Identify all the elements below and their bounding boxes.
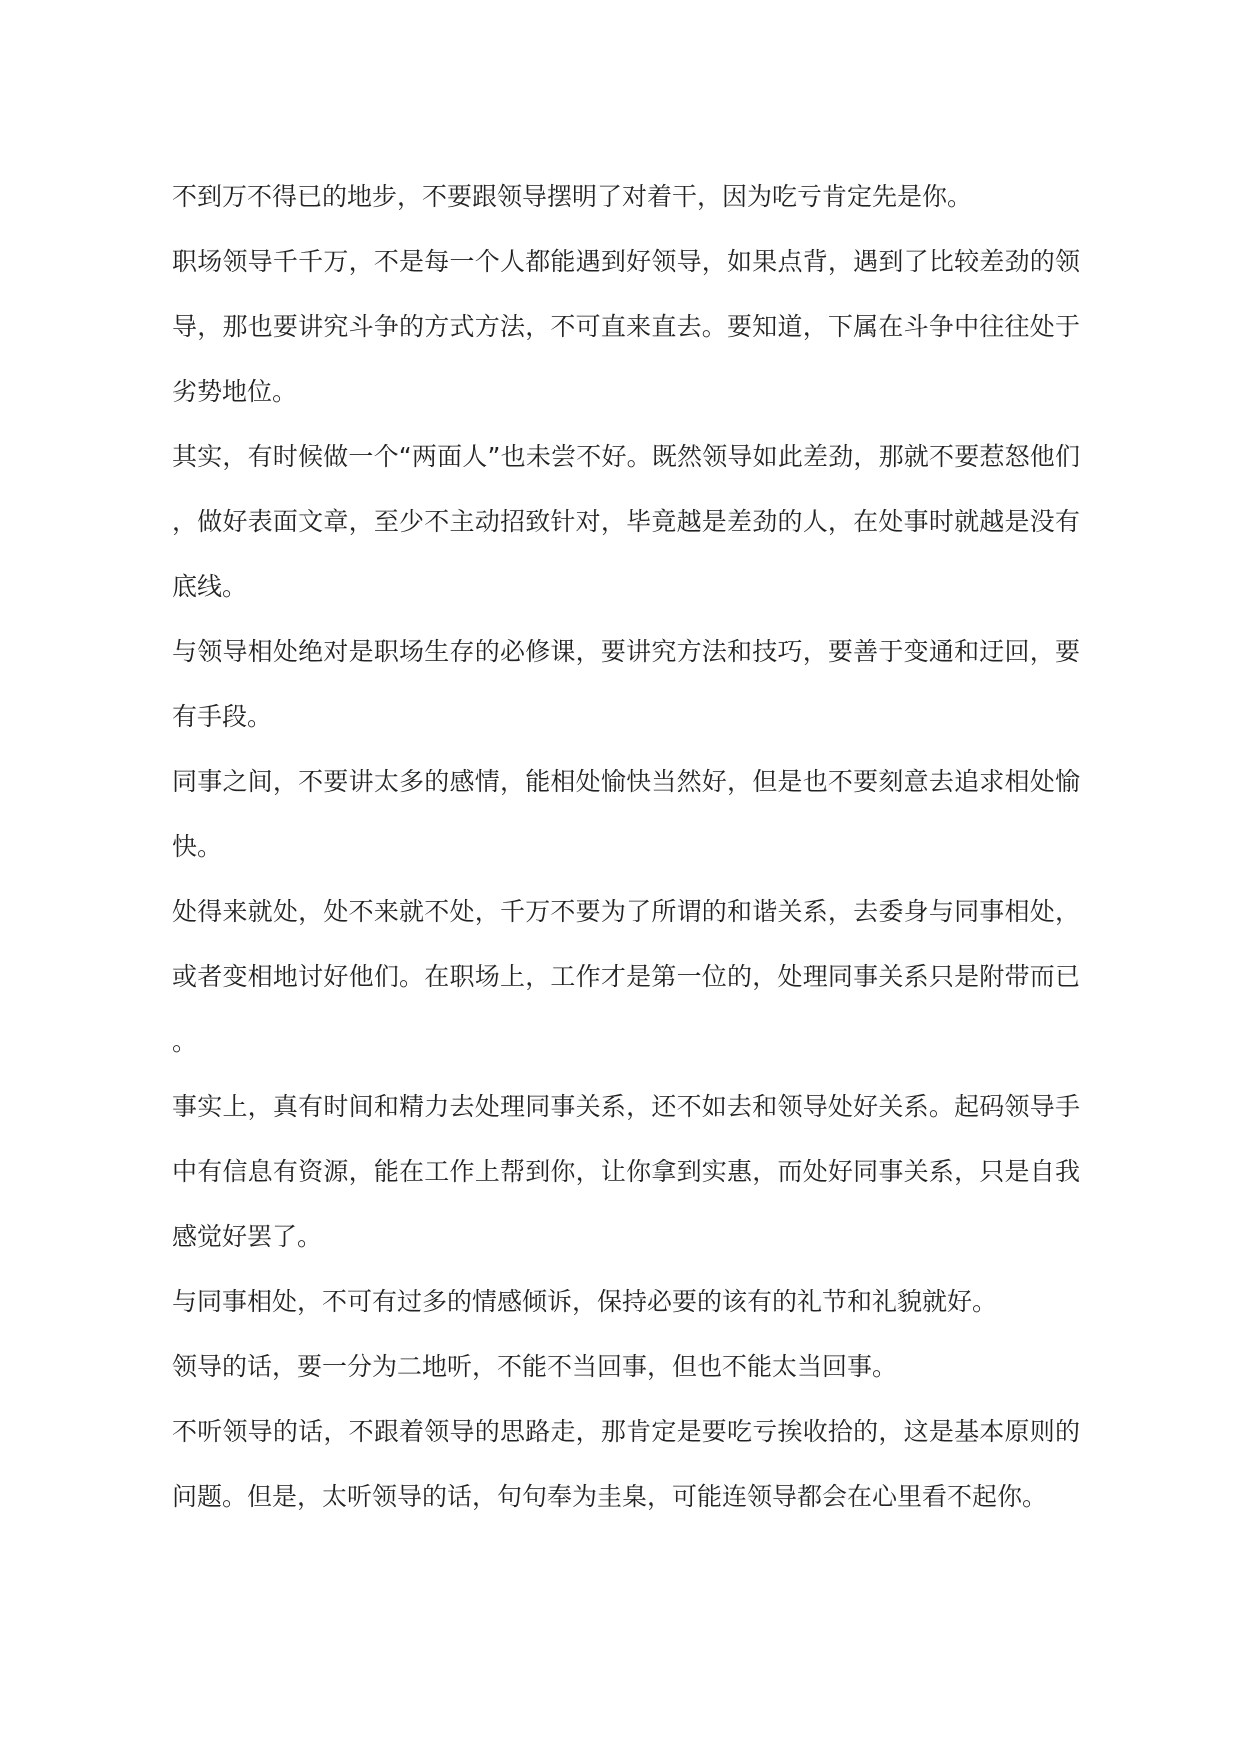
paragraph: 同事之间，不要讲太多的感情，能相处愉快当然好，但是也不要刻意去追求相处愉快。: [172, 767, 1080, 861]
document-body: [172, 164, 1080, 1529]
paragraph: 处得来就处，处不来就不处，千万不要为了所谓的和谐关系，去委身与同事相处，或者变相地讨好他们。在职场上，工作才是第一位的，处理同事关系只是附带而已。: [172, 897, 1080, 1056]
paragraph: 其实，有时候做一个“两面人”也未尝不好。既然领导如此差劲，那就不要惹怒他们，做好表面文章，至少不主动招致针对，毕竟越是差劲的人，在处事时就越是没有底线。: [172, 442, 1080, 601]
paragraph: 事实上，真有时间和精力去处理同事关系，还不如去和领导处好关系。起码领导手中有信息有资源，能在工作上帮到你，让你拿到实惠，而处好同事关系，只是自我感觉好罢了。: [172, 1092, 1080, 1251]
paragraph: 领导的话，要一分为二地听，不能不当回事，但也不能太当回事。: [172, 1352, 898, 1381]
paragraph: 与同事相处，不可有过多的情感倾诉，保持必要的该有的礼节和礼貌就好。: [172, 1287, 998, 1316]
paragraph: 不听领导的话，不跟着领导的思路走，那肯定是要吃亏挨收拾的，这是基本原则的问题。但是，太听领导的话，句句奉为圭臬，可能连领导都会在心里看不起你。: [172, 1417, 1080, 1511]
paragraph: 职场领导千千万，不是每一个人都能遇到好领导，如果点背，遇到了比较差劲的领导，那也要讲究斗争的方式方法，不可直来直去。要知道，下属在斗争中往往处于劣势地位。: [172, 247, 1080, 406]
paragraph: 不到万不得已的地步，不要跟领导摆明了对着干，因为吃亏肯定先是你。: [172, 182, 973, 211]
paragraph: 与领导相处绝对是职场生存的必修课，要讲究方法和技巧，要善于变通和迂回，要有手段。: [172, 637, 1080, 731]
